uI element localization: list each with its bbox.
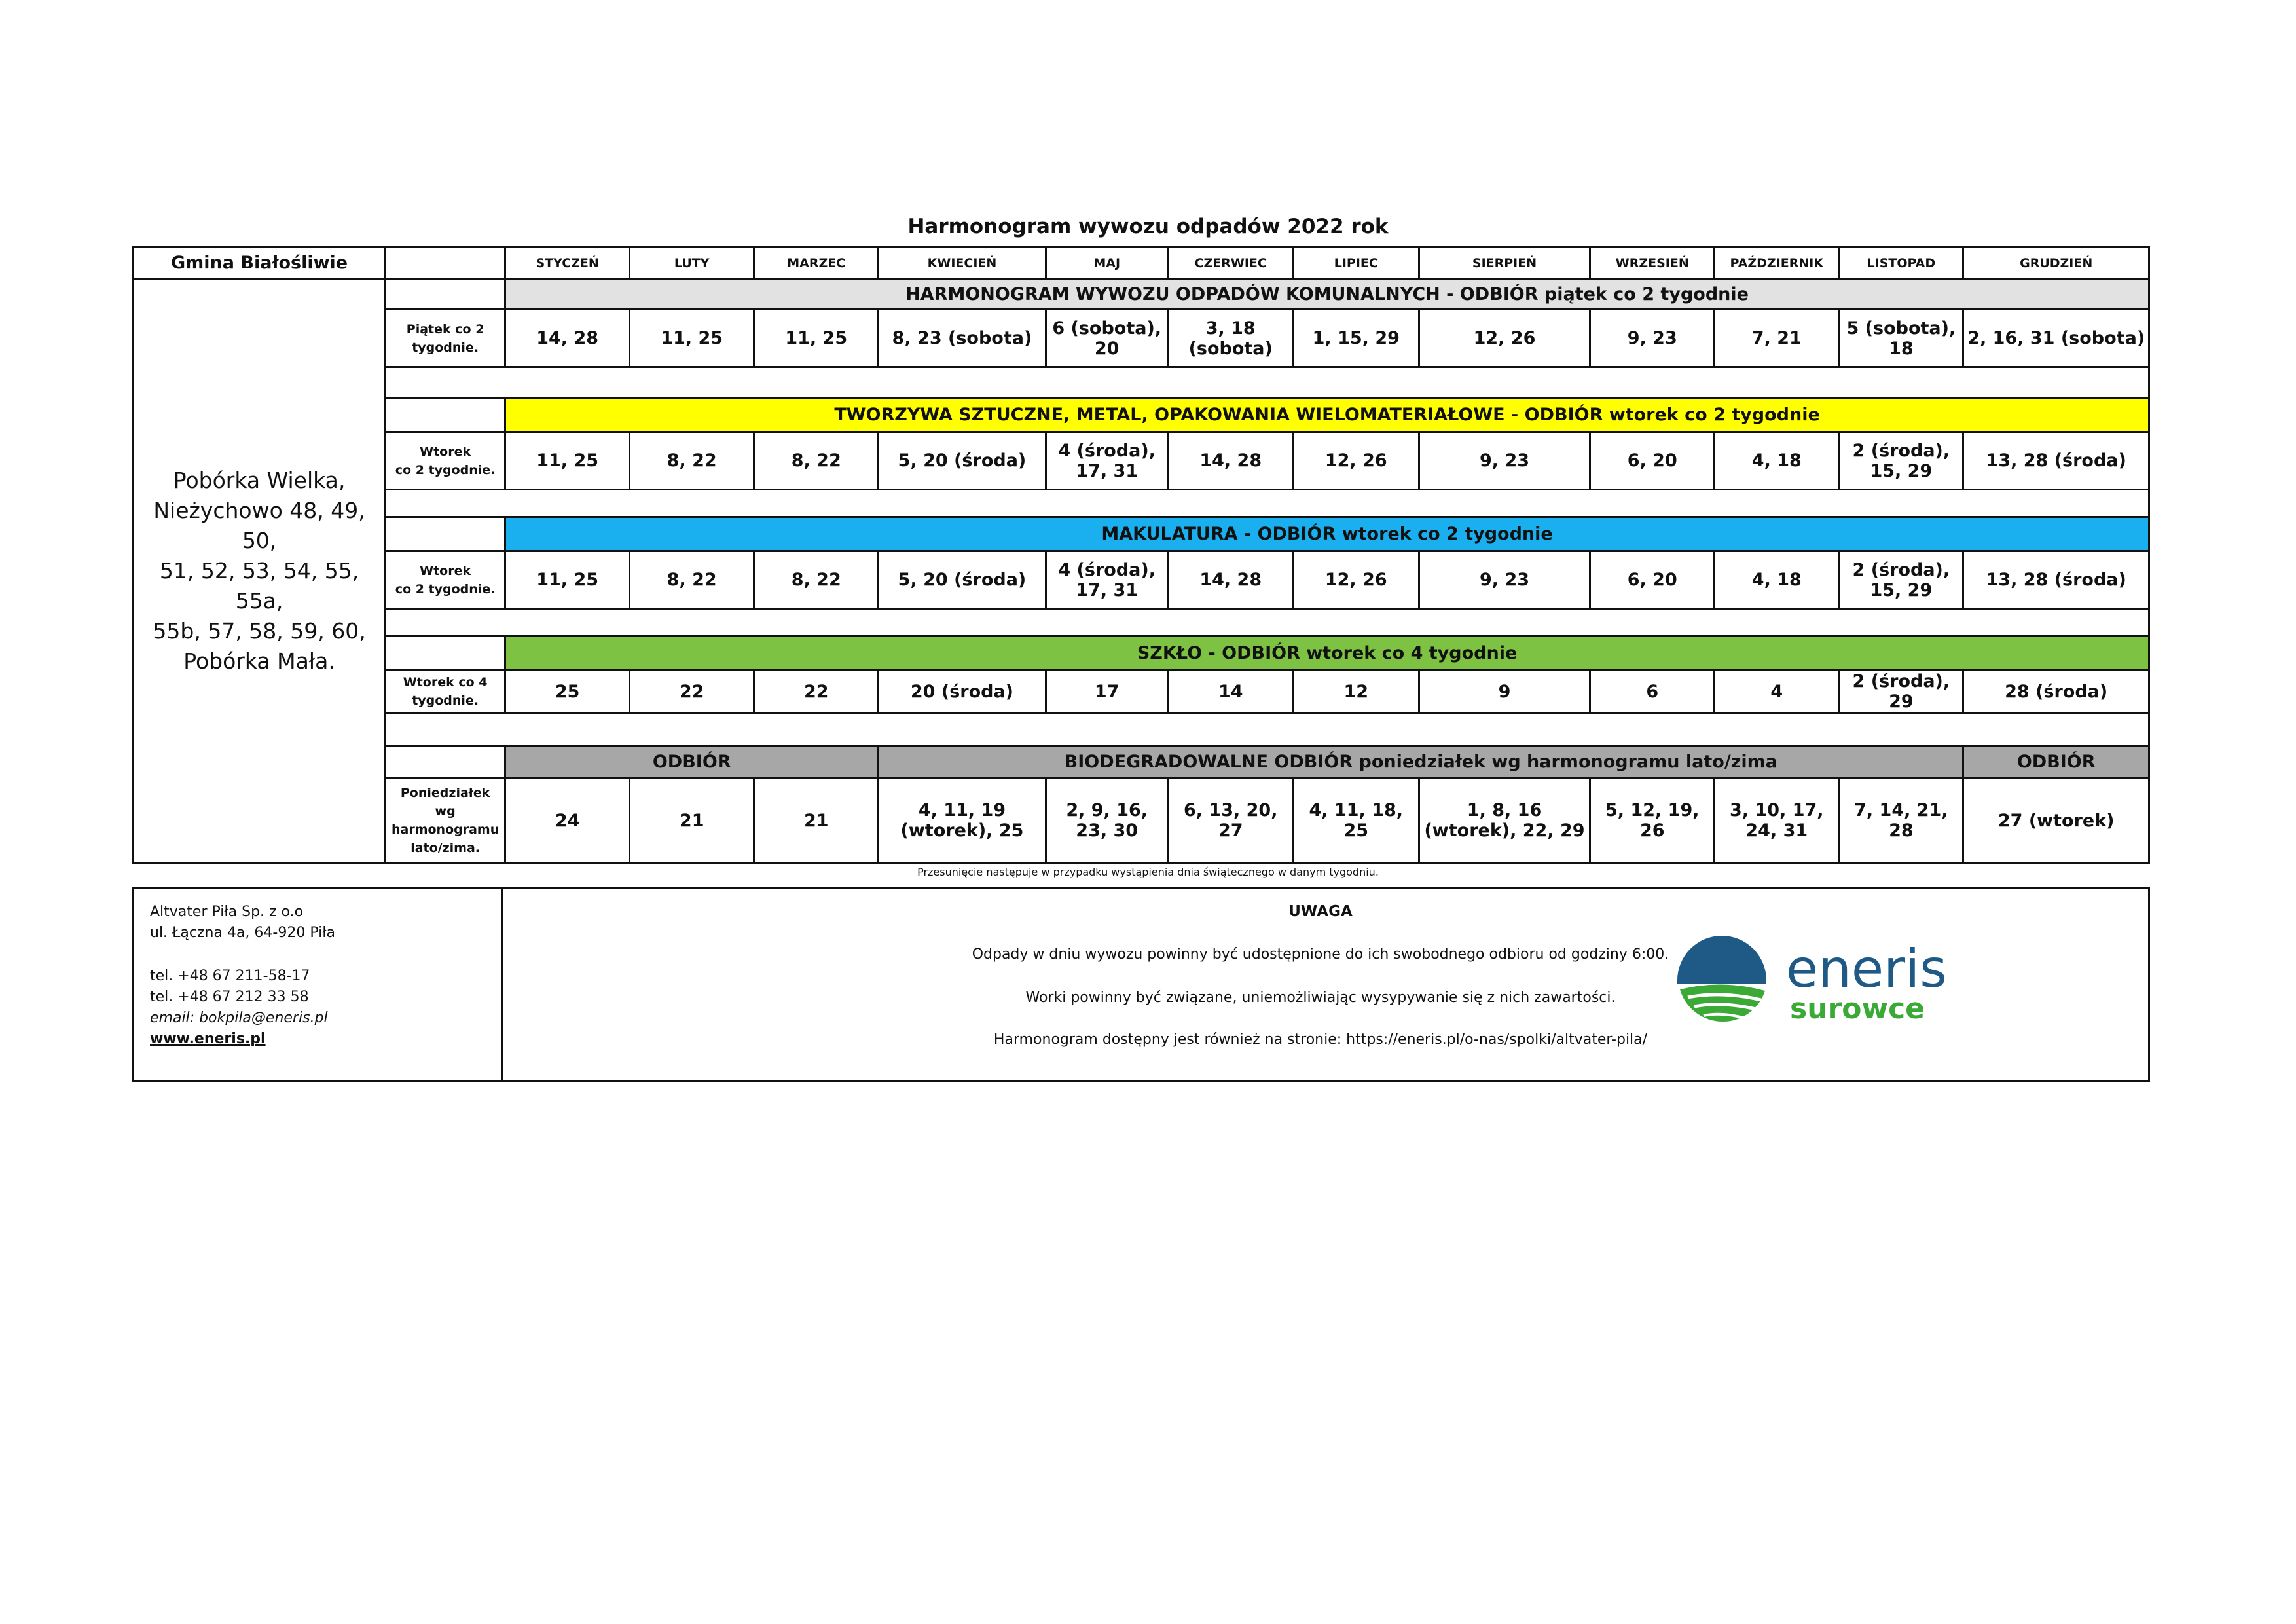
date-cell: 2, 16, 31 (sobota): [1963, 310, 2149, 367]
notice-title: UWAGA: [1288, 903, 1353, 920]
logo-name: eneris: [1786, 938, 1947, 999]
label-blank-cell: [386, 746, 505, 779]
spacer-row: [134, 713, 2149, 746]
date-cell: 1, 8, 16 (wtorek), 22, 29: [1419, 779, 1590, 863]
date-cell: 9, 23: [1590, 310, 1715, 367]
date-cell: 4: [1715, 671, 1839, 713]
label-blank-cell: [386, 398, 505, 432]
date-cell: 5, 20 (środa): [879, 432, 1046, 490]
date-cell: 8, 23 (sobota): [879, 310, 1046, 367]
date-cell: 12, 26: [1419, 310, 1590, 367]
date-cell: 3, 10, 17, 24, 31: [1715, 779, 1839, 863]
month-header: MAJ: [1046, 248, 1168, 279]
notice-line: Harmonogram dostępny jest również na stronie: https://eneris.pl/o-nas/spolki/altvater-pila/: [993, 1031, 1648, 1048]
date-cell: 20 (środa): [879, 671, 1046, 713]
makulatura-dates-row: [134, 551, 2149, 609]
date-cell: 17: [1046, 671, 1168, 713]
date-cell: 9: [1419, 671, 1590, 713]
logo-sub: surowce: [1790, 992, 1925, 1025]
label-blank-cell: [386, 637, 505, 671]
date-cell: 21: [754, 779, 879, 863]
date-cell: 6, 20: [1590, 432, 1715, 490]
date-cell: 4, 18: [1715, 551, 1839, 609]
spacer-cell: [386, 367, 2149, 398]
komunalne-header: HARMONOGRAM WYWOZU ODPADÓW KOMUNALNYCH - ODBIÓR piątek co 2 tygodnie: [505, 279, 2149, 310]
gmina-name: Gmina Białośliwie: [134, 248, 386, 279]
email: email: bokpila@eneris.pl: [150, 1010, 328, 1026]
date-cell: 6, 20: [1590, 551, 1715, 609]
date-cell: 7, 14, 21, 28: [1839, 779, 1963, 863]
komunalne-label: Piątek co 2 tygodnie.: [386, 310, 505, 367]
date-cell: 4 (środa), 17, 31: [1046, 432, 1168, 490]
date-cell: 11, 25: [505, 551, 630, 609]
date-cell: 22: [630, 671, 754, 713]
date-cell: 6 (sobota), 20: [1046, 310, 1168, 367]
szklo-dates-row: [134, 671, 2149, 713]
month-header: MARZEC: [754, 248, 879, 279]
spacer-row: [134, 609, 2149, 637]
spacer-cell: [386, 609, 2149, 637]
date-cell: 13, 28 (środa): [1963, 551, 2149, 609]
spacer-row: [134, 490, 2149, 517]
tworzywa-dates-row: [134, 432, 2149, 490]
notice-line: Odpady w dniu wywozu powinny być udostępnione do ich swobodnego odbioru od godziny 6:00.: [972, 946, 1669, 963]
date-cell: 2 (środa), 29: [1839, 671, 1963, 713]
bio-header-mid: BIODEGRADOWALNE ODBIÓR poniedziałek wg harmonogramu lato/zima: [879, 746, 1963, 779]
spacer-row: [134, 367, 2149, 398]
month-header-row: [134, 248, 2149, 279]
date-cell: 12: [1293, 671, 1419, 713]
phone-2: tel. +48 67 212 33 58: [150, 989, 309, 1005]
eneris-logo: [1675, 933, 2002, 1031]
date-cell: 14, 28: [1168, 432, 1293, 490]
date-cell: 9, 23: [1419, 432, 1590, 490]
notice-line: Worki powinny być związane, uniemożliwiając wysypywanie się z nich zawartości.: [1025, 989, 1616, 1006]
month-header: WRZESIEŃ: [1590, 248, 1715, 279]
date-cell: 14: [1168, 671, 1293, 713]
date-cell: 11, 25: [754, 310, 879, 367]
date-cell: 6, 13, 20, 27: [1168, 779, 1293, 863]
makulatura-label: Wtorek co 2 tygodnie.: [386, 551, 505, 609]
date-cell: 4, 11, 19 (wtorek), 25: [879, 779, 1046, 863]
bio-header-right: ODBIÓR: [1963, 746, 2149, 779]
tworzywa-header: TWORZYWA SZTUCZNE, METAL, OPAKOWANIA WIELOMATERIAŁOWE - ODBIÓR wtorek co 2 tygodnie: [505, 398, 2149, 432]
date-cell: 5, 12, 19, 26: [1590, 779, 1715, 863]
date-cell: 13, 28 (środa): [1963, 432, 2149, 490]
date-cell: 7, 21: [1715, 310, 1839, 367]
holiday-note: Przesunięcie następuje w przypadku wystąpienia dnia świątecznego w danym tygodniu.: [917, 866, 1379, 878]
month-header: GRUDZIEŃ: [1963, 248, 2149, 279]
komunalne-dates-row: [134, 310, 2149, 367]
company-address: ul. Łączna 4a, 64-920 Piła: [150, 925, 335, 941]
spacer-cell: [386, 490, 2149, 517]
date-cell: 2 (środa), 15, 29: [1839, 551, 1963, 609]
date-cell: 8, 22: [630, 551, 754, 609]
date-cell: 11, 25: [630, 310, 754, 367]
company-name: Altvater Piła Sp. z o.o: [150, 904, 304, 920]
date-cell: 24: [505, 779, 630, 863]
locality-line: Pobórka Wielka,: [173, 467, 346, 493]
month-header: STYCZEŃ: [505, 248, 630, 279]
tworzywa-band-row: [134, 398, 2149, 432]
bio-header-left: ODBIÓR: [505, 746, 879, 779]
header-blank-cell: [386, 248, 505, 279]
date-cell: 5 (sobota), 18: [1839, 310, 1963, 367]
date-cell: 8, 22: [630, 432, 754, 490]
locality-line: 55b, 57, 58, 59, 60,: [153, 618, 366, 644]
website-link[interactable]: www.eneris.pl: [150, 1031, 266, 1047]
date-cell: 2 (środa), 15, 29: [1839, 432, 1963, 490]
date-cell: 1, 15, 29: [1293, 310, 1419, 367]
month-header: SIERPIEŃ: [1419, 248, 1590, 279]
date-cell: 9, 23: [1419, 551, 1590, 609]
date-cell: 12, 26: [1293, 432, 1419, 490]
locality-line: 51, 52, 53, 54, 55, 55a,: [159, 557, 359, 614]
komunalne-band-row: [134, 279, 2149, 310]
month-header: LISTOPAD: [1839, 248, 1963, 279]
date-cell: 8, 22: [754, 551, 879, 609]
month-header: PAŹDZIERNIK: [1715, 248, 1839, 279]
month-header: LIPIEC: [1293, 248, 1419, 279]
date-cell: 8, 22: [754, 432, 879, 490]
date-cell: 4, 18: [1715, 432, 1839, 490]
month-header: KWIECIEŃ: [879, 248, 1046, 279]
szklo-label: Wtorek co 4 tygodnie.: [386, 671, 505, 713]
month-header: CZERWIEC: [1168, 248, 1293, 279]
label-blank-cell: [386, 279, 505, 310]
locality-line: Pobórka Mała.: [183, 648, 335, 674]
date-cell: 22: [754, 671, 879, 713]
date-cell: 11, 25: [505, 432, 630, 490]
szklo-header: SZKŁO - ODBIÓR wtorek co 4 tygodnie: [505, 637, 2149, 671]
tworzywa-label: Wtorek co 2 tygodnie.: [386, 432, 505, 490]
spacer-cell: [386, 713, 2149, 746]
makulatura-header: MAKULATURA - ODBIÓR wtorek co 2 tygodnie: [505, 517, 2149, 551]
date-cell: 2, 9, 16, 23, 30: [1046, 779, 1168, 863]
locality-cell: [134, 279, 386, 863]
date-cell: 21: [630, 779, 754, 863]
label-blank-cell: [386, 517, 505, 551]
bio-label: Poniedziałek wg harmonogramu lato/zima.: [386, 779, 505, 863]
locality-line: Nieżychowo 48, 49, 50,: [153, 497, 365, 553]
date-cell: 6: [1590, 671, 1715, 713]
contact-block: [134, 889, 503, 1080]
date-cell: 5, 20 (środa): [879, 551, 1046, 609]
date-cell: 14, 28: [505, 310, 630, 367]
date-cell: 27 (wtorek): [1963, 779, 2149, 863]
bio-band-row: [134, 746, 2149, 779]
makulatura-band-row: [134, 517, 2149, 551]
bio-dates-row: [134, 779, 2149, 863]
date-cell: 4, 11, 18, 25: [1293, 779, 1419, 863]
date-cell: 4 (środa), 17, 31: [1046, 551, 1168, 609]
schedule-table: [132, 246, 2150, 864]
phone-1: tel. +48 67 211-58-17: [150, 968, 310, 984]
date-cell: 28 (środa): [1963, 671, 2149, 713]
eneris-emblem-icon: [1677, 936, 1766, 1025]
page-title: Harmonogram wywozu odpadów 2022 rok: [907, 215, 1389, 238]
month-header: LUTY: [630, 248, 754, 279]
date-cell: 12, 26: [1293, 551, 1419, 609]
date-cell: 25: [505, 671, 630, 713]
date-cell: 14, 28: [1168, 551, 1293, 609]
szklo-band-row: [134, 637, 2149, 671]
date-cell: 3, 18 (sobota): [1168, 310, 1293, 367]
